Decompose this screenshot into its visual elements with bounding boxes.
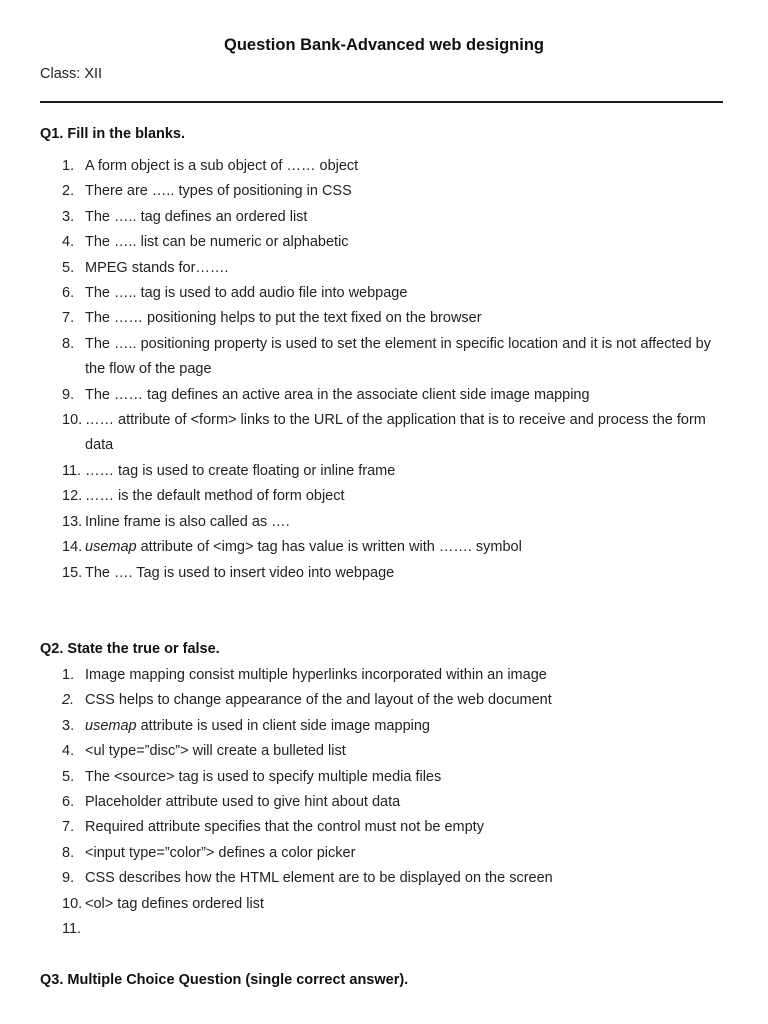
section-heading-q2: Q2. State the true or false. [40,641,220,657]
item-text: attribute is used in client side image mapping [136,717,430,734]
list-item [62,332,722,383]
list-item [62,510,722,535]
list-item [62,281,722,306]
section-heading-q3: Q3. Multiple Choice Question (single correct answer). [40,972,409,988]
item-number: 2. [62,183,75,200]
item-number: 15. [62,564,83,581]
item-number: 6. [62,794,75,811]
item-text: Inline frame is also called as …. [85,513,290,530]
list-item [62,561,722,586]
list-item [62,154,722,179]
item-text: CSS helps to change appearance of the and layout of the web document [85,692,552,709]
item-text: There are ….. types of positioning in CSS [85,183,352,200]
item-number: 13. [62,513,83,530]
item-text: The ….. tag defines an ordered list [85,208,308,225]
item-text: The ….. tag is used to add audio file into webpage [85,285,408,302]
list-item [62,765,722,790]
item-text: …… is the default method of form object [85,488,345,505]
list-item [62,484,722,509]
item-number: 7. [62,310,75,327]
list-item [62,739,722,764]
list-item [62,790,722,815]
list-item [62,714,722,739]
item-text: …… attribute of <form> links to the URL of the application that is to receive and process the form data [85,412,706,454]
header-divider [40,101,723,103]
item-text: Required attribute specifies that the control must not be empty [85,819,484,836]
list-item [62,535,722,560]
item-emphasis: usemap [85,539,137,556]
list-item [62,306,722,331]
item-number: 11. [62,462,82,479]
item-number: 3. [62,208,75,225]
class-line: Class: XII [40,66,103,82]
item-text: The …… tag defines an active area in the associate client side image mapping [85,386,590,403]
item-number: 1. [62,667,75,683]
list-item [62,256,722,281]
item-number: 14. [62,539,83,556]
item-number: 6. [62,285,75,302]
item-number: 8. [62,844,75,861]
list-item [62,866,722,891]
item-text: <ul type=”disc”> will create a bulleted list [85,743,346,760]
item-text: attribute of <img> tag has value is written with ……. symbol [136,539,522,556]
list-item [62,230,722,255]
question-list-q2 [62,663,722,938]
item-number: 7. [62,819,75,836]
item-number: 2. [62,692,75,709]
item-number: 4. [62,743,75,760]
document-title: Question Bank-Advanced web designing [224,36,544,54]
list-item [62,205,722,230]
item-number: 5. [62,768,75,785]
item-text: <input type=”color”> defines a color picker [85,844,356,861]
section-heading-q1: Q1. Fill in the blanks. [40,126,186,142]
item-number: 10. [62,412,83,429]
list-item [62,688,722,713]
list-item [62,408,722,459]
item-number: 1. [62,158,75,174]
list-item [62,179,722,204]
item-number: 4. [62,234,75,251]
item-emphasis: usemap [85,717,137,734]
item-text: The <source> tag is used to specify multiple media files [85,768,442,785]
item-text: …… tag is used to create floating or inline frame [85,462,396,479]
list-item [62,815,722,840]
item-number: 3. [62,717,75,734]
item-text: The ….. positioning property is used to set the element in specific location and it is not affected by the flow of the page [85,335,711,378]
item-text: <ol> tag defines ordered list [85,895,264,912]
list-item [62,663,722,688]
list-item [62,383,722,408]
item-number: 10. [62,895,83,912]
item-number: 9. [62,386,75,403]
item-number: 11. [62,921,82,938]
item-text: Image mapping consist multiple hyperlinks incorporated within an image [85,667,547,683]
list-item [62,841,722,866]
item-text: The …… positioning helps to put the text fixed on the browser [85,310,482,327]
item-text: A form object is a sub object of …… object [85,158,359,174]
item-text: The …. Tag is used to insert video into webpage [85,564,395,581]
item-number: 9. [62,870,75,887]
list-item [62,892,722,917]
item-number: 12. [62,488,83,505]
item-number: 5. [62,259,75,276]
list-item [62,459,722,484]
item-text: MPEG stands for……. [85,259,229,276]
question-list-q1 [62,154,722,586]
item-text: Placeholder attribute used to give hint about data [85,794,401,811]
item-text: CSS describes how the HTML element are to be displayed on the screen [85,870,553,887]
item-text: The ….. list can be numeric or alphabetic [85,234,349,251]
item-number: 8. [62,335,75,352]
